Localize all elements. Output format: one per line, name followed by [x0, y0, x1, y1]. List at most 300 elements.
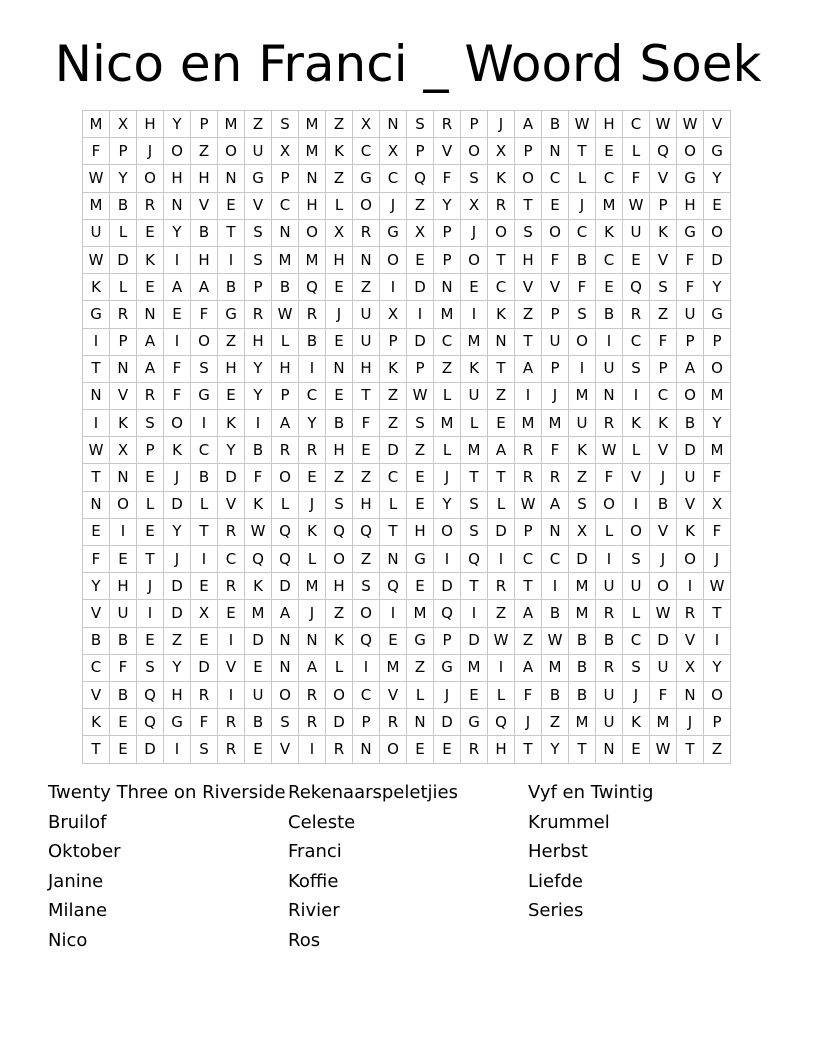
grid-cell: E: [218, 600, 245, 627]
grid-cell: Q: [299, 274, 326, 301]
grid-cell: F: [569, 274, 596, 301]
grid-cell: M: [434, 301, 461, 328]
grid-cell: C: [434, 328, 461, 355]
grid-cell: F: [353, 410, 380, 437]
grid-cell: V: [650, 518, 677, 545]
grid-cell: C: [353, 681, 380, 708]
grid-cell: F: [515, 681, 542, 708]
grid-cell: A: [137, 328, 164, 355]
grid-cell: S: [353, 573, 380, 600]
grid-cell: J: [434, 681, 461, 708]
grid-cell: Y: [542, 736, 569, 763]
grid-cell: M: [569, 600, 596, 627]
grid-cell: B: [569, 246, 596, 273]
grid-cell: M: [299, 246, 326, 273]
grid-cell: I: [137, 600, 164, 627]
grid-cell: K: [677, 518, 704, 545]
grid-cell: M: [434, 410, 461, 437]
grid-cell: U: [245, 681, 272, 708]
grid-cell: C: [380, 464, 407, 491]
grid-cell: G: [83, 301, 110, 328]
grid-row: [83, 355, 731, 382]
grid-cell: U: [569, 410, 596, 437]
grid-cell: Z: [515, 301, 542, 328]
grid-cell: H: [353, 491, 380, 518]
grid-cell: H: [326, 573, 353, 600]
grid-cell: U: [596, 681, 623, 708]
grid-cell: D: [164, 600, 191, 627]
word-item: Rivier: [288, 900, 340, 922]
grid-cell: W: [83, 246, 110, 273]
grid-cell: E: [407, 491, 434, 518]
grid-cell: Y: [164, 654, 191, 681]
grid-cell: Q: [326, 518, 353, 545]
grid-cell: P: [245, 274, 272, 301]
grid-cell: X: [380, 138, 407, 165]
grid-cell: B: [245, 709, 272, 736]
grid-cell: K: [650, 410, 677, 437]
grid-cell: G: [245, 165, 272, 192]
grid-cell: C: [650, 382, 677, 409]
grid-cell: I: [677, 573, 704, 600]
grid-cell: E: [353, 437, 380, 464]
grid-cell: O: [596, 491, 623, 518]
grid-cell: O: [677, 382, 704, 409]
grid-cell: N: [218, 165, 245, 192]
grid-cell: M: [218, 111, 245, 138]
word-item: Liefde: [528, 870, 583, 892]
grid-cell: X: [380, 301, 407, 328]
grid-cell: F: [164, 382, 191, 409]
grid-cell: E: [191, 573, 218, 600]
grid-cell: C: [623, 328, 650, 355]
grid-cell: E: [137, 219, 164, 246]
grid-cell: R: [137, 192, 164, 219]
grid-cell: G: [677, 219, 704, 246]
grid-cell: I: [110, 518, 137, 545]
grid-cell: I: [623, 491, 650, 518]
grid-cell: S: [245, 219, 272, 246]
grid-cell: C: [596, 165, 623, 192]
grid-cell: G: [164, 709, 191, 736]
grid-cell: N: [596, 736, 623, 763]
grid-cell: B: [191, 219, 218, 246]
grid-cell: E: [110, 709, 137, 736]
grid-cell: R: [218, 709, 245, 736]
grid-cell: N: [434, 274, 461, 301]
grid-cell: S: [137, 410, 164, 437]
grid-cell: D: [164, 491, 191, 518]
grid-cell: M: [272, 246, 299, 273]
grid-cell: H: [137, 111, 164, 138]
grid-cell: K: [245, 491, 272, 518]
grid-cell: O: [650, 573, 677, 600]
grid-cell: D: [569, 546, 596, 573]
grid-cell: B: [542, 600, 569, 627]
grid-cell: M: [650, 709, 677, 736]
grid-cell: K: [83, 709, 110, 736]
grid-cell: N: [299, 627, 326, 654]
grid-cell: I: [407, 301, 434, 328]
grid-cell: I: [191, 546, 218, 573]
grid-cell: Y: [704, 274, 731, 301]
grid-cell: I: [83, 410, 110, 437]
grid-cell: N: [488, 328, 515, 355]
grid-cell: L: [623, 600, 650, 627]
grid-cell: L: [488, 681, 515, 708]
grid-cell: Q: [650, 138, 677, 165]
grid-cell: R: [299, 709, 326, 736]
grid-cell: D: [380, 437, 407, 464]
grid-cell: N: [137, 301, 164, 328]
grid-cell: G: [407, 627, 434, 654]
grid-cell: J: [299, 491, 326, 518]
grid-cell: Z: [407, 192, 434, 219]
grid-cell: M: [704, 437, 731, 464]
grid-cell: X: [407, 219, 434, 246]
grid-row: [83, 246, 731, 273]
grid-cell: O: [677, 546, 704, 573]
grid-cell: X: [110, 437, 137, 464]
grid-row: [83, 573, 731, 600]
grid-cell: S: [569, 491, 596, 518]
grid-cell: S: [461, 518, 488, 545]
grid-cell: E: [137, 464, 164, 491]
grid-cell: U: [83, 219, 110, 246]
grid-cell: D: [461, 627, 488, 654]
grid-cell: H: [407, 518, 434, 545]
grid-cell: H: [245, 328, 272, 355]
grid-cell: K: [623, 410, 650, 437]
grid-cell: J: [569, 192, 596, 219]
grid-cell: U: [542, 328, 569, 355]
grid-cell: O: [488, 219, 515, 246]
grid-cell: S: [407, 410, 434, 437]
grid-cell: T: [515, 736, 542, 763]
grid-cell: I: [461, 600, 488, 627]
grid-cell: H: [191, 165, 218, 192]
grid-cell: K: [596, 219, 623, 246]
grid-cell: I: [164, 736, 191, 763]
grid-cell: L: [434, 437, 461, 464]
grid-cell: M: [542, 410, 569, 437]
grid-cell: X: [488, 138, 515, 165]
grid-cell: S: [623, 546, 650, 573]
grid-cell: T: [83, 736, 110, 763]
grid-cell: Z: [326, 165, 353, 192]
grid-cell: K: [299, 518, 326, 545]
grid-row: [83, 138, 731, 165]
grid-cell: G: [218, 301, 245, 328]
grid-cell: E: [596, 138, 623, 165]
grid-cell: Y: [704, 165, 731, 192]
grid-cell: W: [488, 627, 515, 654]
grid-cell: V: [218, 491, 245, 518]
grid-cell: U: [596, 573, 623, 600]
grid-cell: M: [569, 382, 596, 409]
grid-cell: Q: [272, 518, 299, 545]
grid-cell: P: [650, 192, 677, 219]
grid-cell: D: [650, 627, 677, 654]
grid-cell: U: [353, 328, 380, 355]
grid-cell: A: [191, 274, 218, 301]
grid-cell: R: [515, 464, 542, 491]
grid-cell: Z: [488, 382, 515, 409]
grid-cell: B: [569, 681, 596, 708]
grid-cell: F: [191, 709, 218, 736]
grid-cell: E: [137, 518, 164, 545]
grid-cell: P: [407, 355, 434, 382]
grid-cell: D: [677, 437, 704, 464]
grid-cell: N: [272, 654, 299, 681]
grid-cell: Z: [407, 654, 434, 681]
grid-cell: K: [326, 138, 353, 165]
grid-cell: W: [407, 382, 434, 409]
grid-cell: J: [164, 546, 191, 573]
grid-cell: C: [623, 111, 650, 138]
word-list: [48, 778, 768, 958]
grid-cell: T: [137, 546, 164, 573]
grid-cell: V: [83, 600, 110, 627]
grid-cell: F: [542, 437, 569, 464]
grid-cell: H: [488, 736, 515, 763]
grid-cell: R: [191, 681, 218, 708]
grid-cell: J: [434, 464, 461, 491]
grid-cell: N: [110, 355, 137, 382]
grid-cell: U: [596, 709, 623, 736]
grid-cell: M: [245, 600, 272, 627]
grid-cell: U: [245, 138, 272, 165]
grid-cell: I: [299, 736, 326, 763]
grid-row: [83, 192, 731, 219]
grid-cell: R: [299, 301, 326, 328]
grid-cell: I: [83, 328, 110, 355]
word-item: Bruilof: [48, 811, 107, 833]
grid-cell: N: [596, 382, 623, 409]
word-item: Series: [528, 900, 584, 922]
word-column-2: [288, 778, 458, 956]
grid-cell: E: [326, 328, 353, 355]
grid-cell: U: [677, 464, 704, 491]
grid-cell: S: [461, 165, 488, 192]
grid-cell: K: [83, 274, 110, 301]
grid-cell: G: [434, 654, 461, 681]
grid-cell: N: [542, 138, 569, 165]
grid-cell: D: [218, 464, 245, 491]
grid-cell: D: [245, 627, 272, 654]
grid-cell: L: [623, 437, 650, 464]
grid-cell: U: [110, 600, 137, 627]
grid-cell: J: [137, 138, 164, 165]
grid-cell: P: [704, 709, 731, 736]
grid-cell: T: [461, 573, 488, 600]
word-item: Koffie: [288, 870, 339, 892]
grid-cell: P: [191, 111, 218, 138]
grid-cell: N: [299, 165, 326, 192]
grid-cell: H: [677, 192, 704, 219]
grid-cell: V: [677, 491, 704, 518]
grid-cell: A: [137, 355, 164, 382]
grid-cell: E: [164, 301, 191, 328]
grid-cell: I: [434, 546, 461, 573]
grid-cell: B: [110, 192, 137, 219]
grid-cell: Z: [164, 627, 191, 654]
grid-cell: T: [677, 736, 704, 763]
grid-row: [83, 518, 731, 545]
word-item: Krummel: [528, 811, 610, 833]
grid-cell: N: [380, 111, 407, 138]
grid-cell: T: [704, 600, 731, 627]
grid-cell: J: [380, 192, 407, 219]
grid-cell: I: [569, 355, 596, 382]
grid-cell: B: [272, 274, 299, 301]
grid-row: [83, 437, 731, 464]
letter-grid: [82, 110, 731, 764]
grid-cell: S: [407, 111, 434, 138]
grid-cell: R: [623, 301, 650, 328]
grid-cell: B: [596, 301, 623, 328]
grid-cell: D: [137, 736, 164, 763]
grid-cell: W: [650, 736, 677, 763]
grid-cell: E: [218, 382, 245, 409]
grid-cell: R: [596, 410, 623, 437]
grid-cell: R: [299, 437, 326, 464]
grid-cell: K: [569, 437, 596, 464]
grid-cell: R: [596, 654, 623, 681]
grid-cell: Q: [137, 709, 164, 736]
grid-cell: Q: [380, 573, 407, 600]
grid-cell: C: [353, 138, 380, 165]
grid-cell: F: [677, 274, 704, 301]
grid-cell: M: [704, 382, 731, 409]
grid-cell: U: [650, 654, 677, 681]
grid-cell: K: [218, 410, 245, 437]
grid-cell: K: [245, 573, 272, 600]
grid-cell: K: [164, 437, 191, 464]
grid-cell: V: [191, 192, 218, 219]
grid-cell: L: [623, 138, 650, 165]
grid-cell: R: [110, 301, 137, 328]
grid-cell: T: [191, 518, 218, 545]
grid-cell: H: [218, 355, 245, 382]
grid-cell: R: [380, 709, 407, 736]
grid-cell: Y: [434, 192, 461, 219]
grid-cell: R: [434, 111, 461, 138]
grid-cell: M: [569, 709, 596, 736]
grid-cell: X: [353, 111, 380, 138]
word-item: Rekenaarspeletjies: [288, 782, 458, 803]
grid-cell: I: [488, 546, 515, 573]
grid-cell: S: [272, 111, 299, 138]
grid-cell: H: [191, 246, 218, 273]
grid-cell: H: [110, 573, 137, 600]
grid-cell: O: [326, 681, 353, 708]
grid-cell: Z: [326, 464, 353, 491]
grid-row: [83, 382, 731, 409]
grid-cell: Z: [326, 111, 353, 138]
grid-cell: Q: [353, 518, 380, 545]
page-title: Nico en Franci _ Woord Soek: [54, 35, 762, 93]
grid-cell: O: [137, 165, 164, 192]
grid-cell: I: [704, 627, 731, 654]
grid-cell: Y: [218, 437, 245, 464]
grid-cell: O: [434, 518, 461, 545]
grid-cell: T: [83, 355, 110, 382]
grid-cell: R: [542, 464, 569, 491]
grid-cell: J: [515, 709, 542, 736]
grid-cell: P: [137, 437, 164, 464]
grid-cell: D: [407, 328, 434, 355]
grid-cell: Z: [353, 464, 380, 491]
grid-cell: W: [542, 627, 569, 654]
grid-cell: E: [488, 410, 515, 437]
grid-cell: S: [245, 246, 272, 273]
grid-cell: W: [677, 111, 704, 138]
grid-cell: Q: [353, 627, 380, 654]
grid-cell: F: [434, 165, 461, 192]
grid-cell: N: [380, 546, 407, 573]
grid-row: [83, 654, 731, 681]
grid-cell: A: [272, 410, 299, 437]
grid-cell: T: [461, 464, 488, 491]
grid-row: [83, 491, 731, 518]
grid-cell: Z: [569, 464, 596, 491]
grid-cell: I: [164, 246, 191, 273]
grid-cell: G: [704, 301, 731, 328]
grid-cell: R: [461, 736, 488, 763]
grid-cell: U: [461, 382, 488, 409]
grid-cell: Y: [434, 491, 461, 518]
grid-cell: T: [515, 192, 542, 219]
grid-cell: D: [110, 246, 137, 273]
grid-cell: F: [650, 328, 677, 355]
grid-cell: V: [704, 111, 731, 138]
grid-cell: F: [677, 246, 704, 273]
grid-cell: I: [218, 681, 245, 708]
grid-cell: O: [110, 491, 137, 518]
grid-cell: Q: [461, 546, 488, 573]
grid-cell: F: [245, 464, 272, 491]
grid-cell: S: [461, 491, 488, 518]
grid-cell: E: [461, 274, 488, 301]
grid-cell: C: [191, 437, 218, 464]
grid-cell: T: [488, 464, 515, 491]
grid-cell: I: [164, 328, 191, 355]
grid-cell: T: [488, 246, 515, 273]
grid-cell: A: [488, 437, 515, 464]
grid-cell: P: [677, 328, 704, 355]
grid-cell: M: [407, 600, 434, 627]
word-item: Nico: [48, 929, 88, 951]
grid-cell: Y: [245, 382, 272, 409]
grid-cell: K: [380, 355, 407, 382]
grid-cell: S: [326, 491, 353, 518]
grid-cell: H: [353, 355, 380, 382]
grid-cell: H: [596, 111, 623, 138]
grid-cell: M: [380, 654, 407, 681]
grid-cell: R: [353, 219, 380, 246]
grid-cell: E: [218, 192, 245, 219]
grid-cell: I: [623, 382, 650, 409]
grid-cell: V: [110, 382, 137, 409]
grid-cell: L: [272, 328, 299, 355]
grid-cell: T: [515, 573, 542, 600]
grid-cell: Q: [623, 274, 650, 301]
grid-cell: X: [110, 111, 137, 138]
grid-cell: X: [326, 219, 353, 246]
grid-cell: B: [218, 274, 245, 301]
grid-cell: V: [650, 246, 677, 273]
